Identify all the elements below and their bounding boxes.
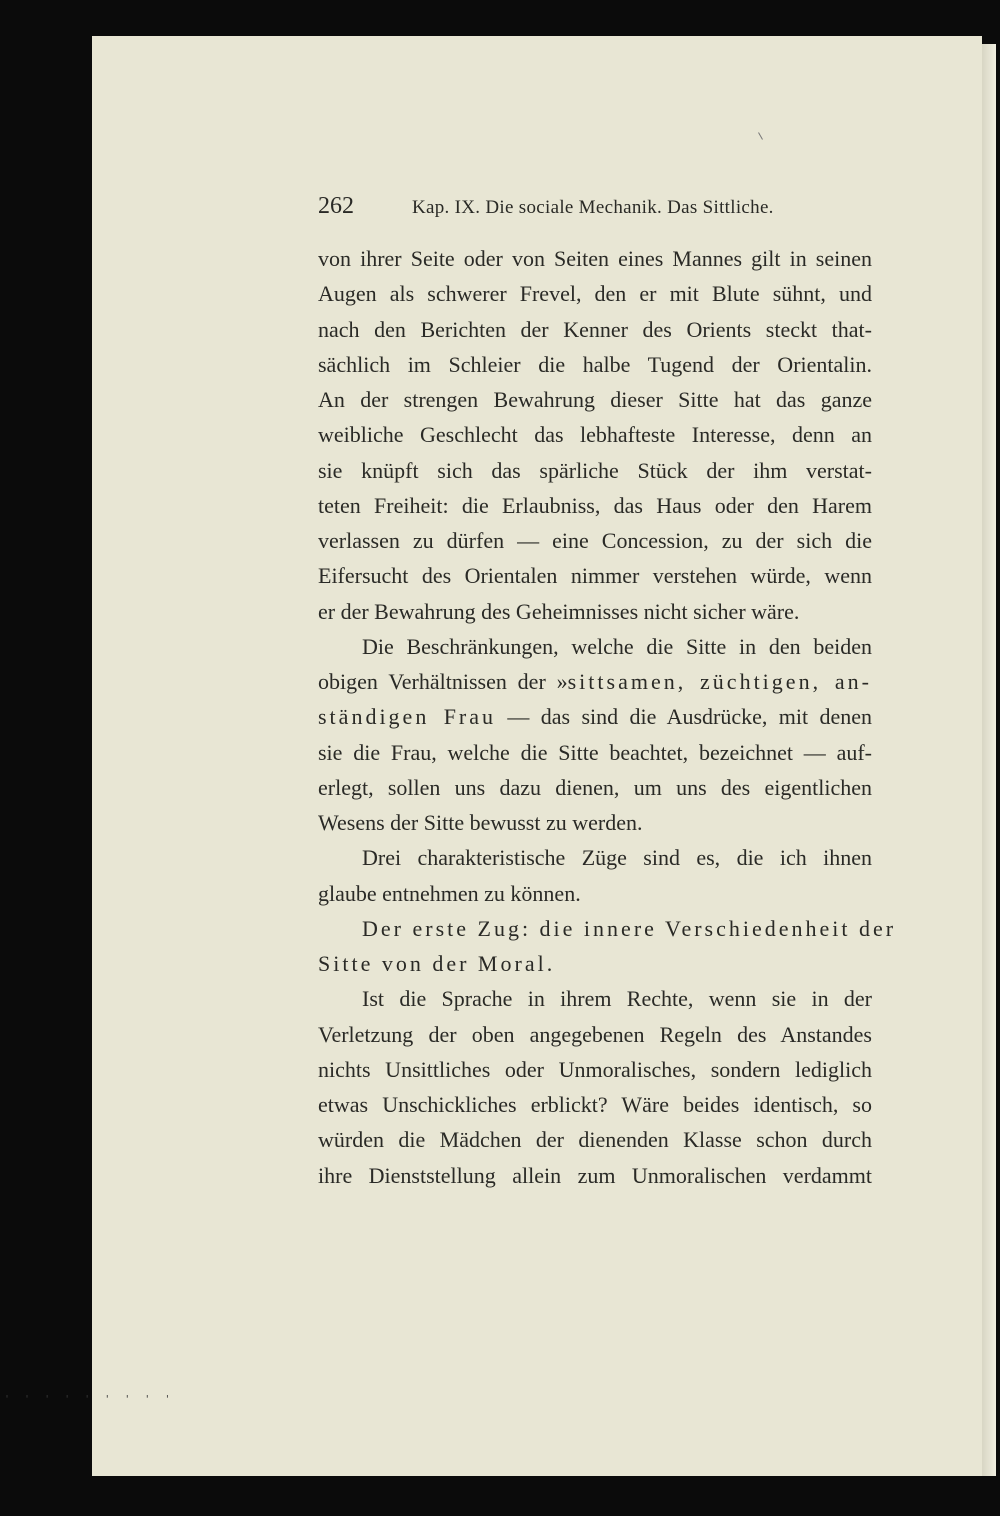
text-line-mixed: [318, 664, 872, 699]
emphasis-line: Der erste Zug: die innere Verschiedenheit der: [362, 915, 897, 941]
text-line: verlassen zu dürfen — eine Concession, zu der sich die: [318, 528, 872, 553]
text-line: nach den Berichten der Kenner des Orients steckt that-: [318, 316, 872, 342]
text-line: Wesens der Sitte bewusst zu werden.: [318, 810, 643, 835]
text-line: sächlich im Schleier die halbe Tugend der Orientalin.: [318, 351, 872, 377]
text-line: An der strengen Bewahrung dieser Sitte hat das ganze: [318, 387, 872, 412]
page-edge: [982, 44, 996, 1476]
text-line: Eifersucht des Orientalen nimmer verstehen würde, wenn: [318, 563, 872, 589]
text-line: Drei charakteristische Züge sind es, die ich ihnen: [362, 845, 872, 871]
page-header: [318, 193, 878, 227]
text-line: glaube entnehmen zu können.: [318, 880, 581, 906]
emphasis-line: Sitte von der Moral.: [318, 951, 556, 976]
text-line: würden die Mädchen der dienenden Klasse schon durch: [318, 1127, 872, 1153]
text-line: teten Freiheit: die Erlaubniss, das Haus oder den Harem: [318, 492, 872, 518]
text-line: Ist die Sprache in ihrem Rechte, wenn sie in der: [362, 986, 872, 1012]
emphasis-segment: sittsamen, züchtigen, an-: [567, 669, 872, 694]
emphasis-segment: ständigen Frau: [318, 704, 497, 730]
text-line: weibliche Geschlecht das lebhafteste Interesse, denn an: [318, 422, 872, 448]
text-segment: obigen Verhältnissen der »: [318, 669, 568, 694]
text-line: nichts Unsittliches oder Unmoralisches, sondern lediglich: [318, 1056, 872, 1082]
text-line: er der Bewahrung des Geheimnisses nicht sicher wäre.: [318, 598, 800, 624]
text-line: von ihrer Seite oder von Seiten eines Mannes gilt in seinen: [318, 246, 872, 271]
text-line: ihre Dienststellung allein zum Unmoralischen verdammt: [318, 1162, 872, 1188]
text-line: Die Beschränkungen, welche die Sitte in den beiden: [362, 633, 872, 659]
text-segment: — das sind die Ausdrücke, mit denen: [496, 704, 872, 730]
text-line: sie die Frau, welche die Sitte beachtet, bezeichnet — auf-: [318, 739, 872, 765]
text-line: sie knüpft sich das spärliche Stück der ihm verstat-: [318, 457, 872, 483]
text-line: erlegt, sollen uns dazu dienen, um uns des eigentlichen: [318, 774, 872, 800]
scan-edge-marks: ' ' ' ' ' ' ' ' ': [4, 1394, 175, 1405]
page-number: 262: [318, 193, 354, 219]
text-line: Verletzung der oben angegebenen Regeln des Anstandes: [318, 1021, 872, 1047]
running-head: Kap. IX. Die sociale Mechanik. Das Sittliche.: [412, 197, 774, 218]
text-line: etwas Unschickliches erblickt? Wäre beides identisch, so: [318, 1092, 872, 1117]
text-line-mixed: [318, 699, 872, 734]
text-line: Augen als schwerer Frevel, den er mit Blute sühnt, und: [318, 281, 872, 307]
body-text: [318, 241, 897, 1193]
